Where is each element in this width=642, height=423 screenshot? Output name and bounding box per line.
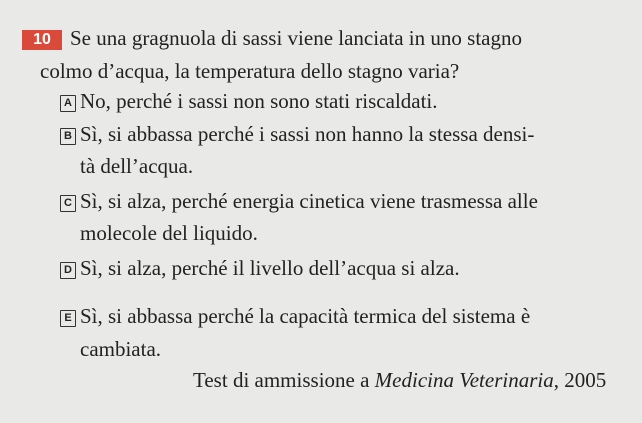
option-letter-badge: B	[60, 128, 76, 145]
option-text: Sì, si alza, perché energia cinetica viene trasmessa alle	[80, 189, 538, 213]
option-letter-badge: E	[60, 310, 76, 327]
question-text-line-2: colmo d’acqua, la temperatura dello stagno varia?	[40, 59, 460, 83]
option-text: Sì, si alza, perché il livello dell’acqua si alza.	[80, 256, 460, 280]
option-text: Sì, si abbassa perché i sassi non hanno la stessa densi-	[80, 122, 535, 146]
option-c	[60, 189, 538, 213]
source-prefix: Test di ammissione a	[193, 368, 375, 392]
source-citation	[193, 368, 606, 392]
option-b	[60, 122, 534, 146]
option-e-continuation: cambiata.	[80, 337, 162, 361]
option-letter-badge: A	[60, 95, 76, 112]
source-year: , 2005	[553, 368, 607, 392]
option-d	[60, 256, 460, 280]
option-letter-badge: D	[60, 262, 76, 279]
source-exam-name: Medicina Veterinaria	[374, 368, 554, 392]
option-e	[60, 304, 530, 328]
option-text: Sì, si abbassa perché la capacità termica del sistema è	[80, 304, 531, 328]
option-c-continuation: molecole del liquido.	[80, 221, 258, 245]
question-number-badge: 10	[22, 30, 62, 50]
question-text-line-1: Se una gragnuola di sassi viene lanciata in uno stagno	[70, 26, 522, 50]
option-letter-badge: C	[60, 195, 76, 212]
option-b-continuation: tà dell’acqua.	[80, 154, 194, 178]
option-text: No, perché i sassi non sono stati riscaldati.	[80, 89, 438, 113]
option-a	[60, 89, 438, 113]
